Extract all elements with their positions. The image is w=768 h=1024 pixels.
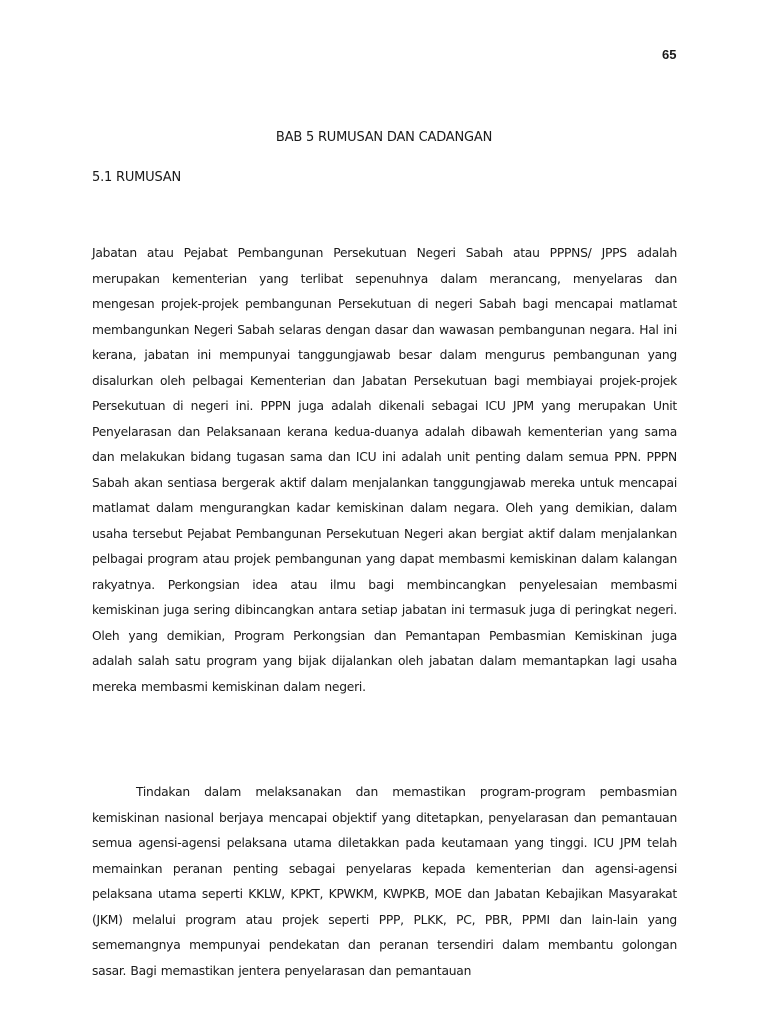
body-paragraph-1: Jabatan atau Pejabat Pembangunan Persekutuan Negeri Sabah atau PPPNS/ JPPS adalah merupakan kementerian yang terlibat sepenuhnya dalam merancang, menyelaras dan mengesan projek-projek pembangunan Persekutuan di negeri Sabah bagi mencapai matlamat membangunkan Negeri Sabah selaras dengan dasar dan wawasan pembangunan negara. Hal ini kerana, jabatan ini mempunyai tanggungjawab besar dalam mengurus pembangunan yang disalurkan oleh pelbagai Kementerian dan Jabatan Persekutuan bagi membiayai projek-projek Persekutuan di negeri ini. PPPN juga adalah dikenali sebagai ICU JPM yang merupakan Unit Penyelarasan dan Pelaksanaan kerana kedua-duanya adalah dibawah kementerian yang sama dan melakukan bidang tugasan sama dan ICU ini adalah unit penting dalam semua PPN. PPPN Sabah akan sentiasa bergerak aktif dalam menjalankan tanggungjawab mereka untuk mencapai matlamat dalam mengurangkan kadar kemiskinan dalam negara. Oleh yang demikian, dalam usaha tersebut Pejabat Pembangunan Persekutuan Negeri akan bergiat aktif dalam menjalankan pelbagai program atau projek pembangunan yang dapat membasmi kemiskinan dalam kalangan rakyatnya. Perkongsian idea atau ilmu bagi membincangkan penyelesaian membasmi kemiskinan juga sering dibincangkan antara setiap jabatan ini termasuk juga di peringkat negeri. Oleh yang demikian, Program Perkongsian dan Pemantapan Pembasmian Kemiskinan juga adalah salah satu program yang bijak dijalankan oleh jabatan dalam memantapkan lagi usaha mereka membasmi kemiskinan dalam negeri. [92,246,677,694]
section-title: 5.1 RUMUSAN [92,170,181,185]
chapter-title: BAB 5 RUMUSAN DAN CADANGAN [275,130,493,145]
page-number: 65 [662,47,677,62]
body-paragraph-2: Tindakan dalam melaksanakan dan memastikan program-program pembasmian kemiskinan nasional berjaya mencapai objektif yang ditetapkan, penyelarasan dan pemantauan semua agensi-agensi pelaksana utama diletakkan pada keutamaan yang tinggi. ICU JPM telah memainkan peranan penting sebagai penyelaras kepada kementerian dan agensi-agensi pelaksana utama seperti KKLW, KPKT, KPWKM, KWPKB, MOE dan Jabatan Kebajikan Masyarakat (JKM) melalui program atau projek seperti PPP, PLKK, PC, PBR, PPMI dan lain-lain yang sememangnya mempunyai pendekatan dan peranan tersendiri dalam membantu golongan sasar. Bagi memastikan jentera penyelarasan dan pemantauan [92,785,677,978]
